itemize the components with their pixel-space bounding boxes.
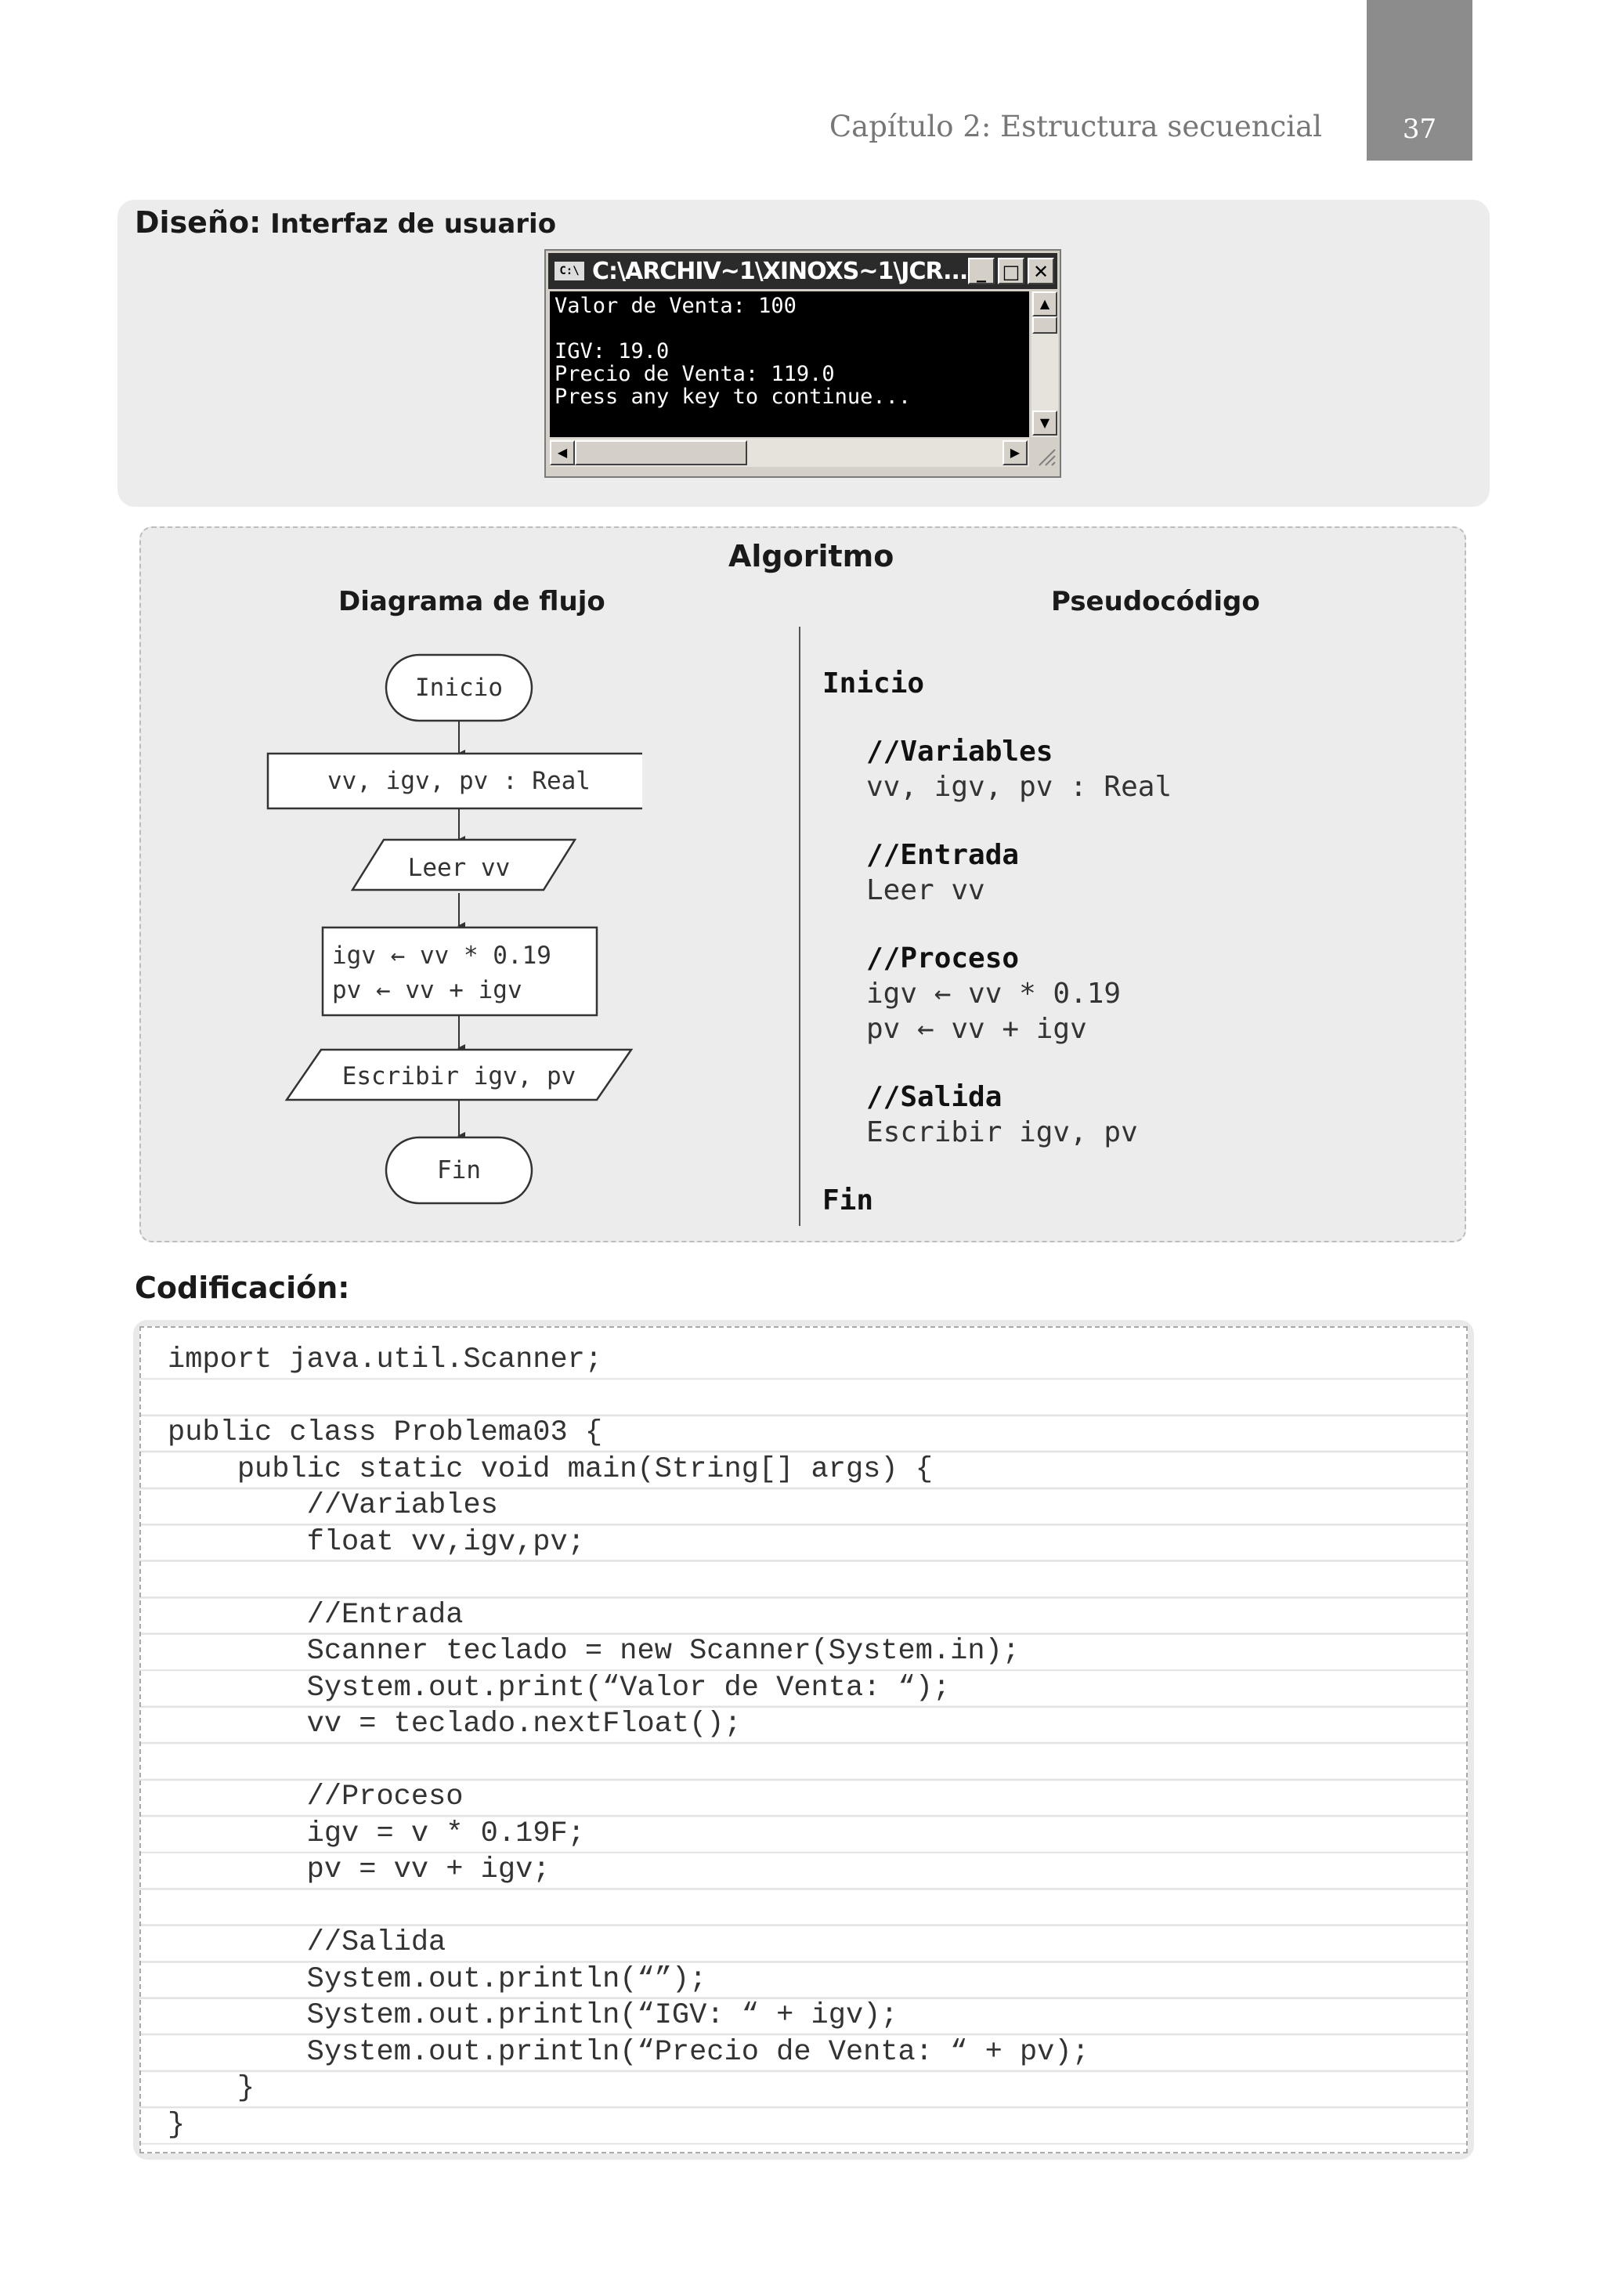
pseudo-variables-comment: //Variables [866, 736, 1053, 768]
pseudo-proceso-comment: //Proceso [866, 942, 1020, 974]
code-listing [139, 1326, 1468, 2153]
coding-heading: Codificación: [135, 1271, 350, 1305]
console-output: Valor de Venta: 100 IGV: 19.0 Precio de Venta: 119.0 Press any key to continue... [550, 291, 1029, 437]
page-number: 37 [1402, 114, 1437, 145]
vertical-scroll-thumb[interactable] [1032, 316, 1057, 334]
console-app-icon: C:\ [555, 262, 584, 280]
pseudocode-heading: Pseudocódigo [1051, 586, 1260, 617]
scroll-up-icon[interactable]: ▲ [1032, 291, 1057, 316]
console-title: C:\ARCHIV~1\XINOXS~1\JCR... [592, 257, 968, 285]
declaration-label: vv, igv, pv : Real [327, 767, 591, 795]
page-number-tab [1367, 0, 1472, 161]
algorithm-divider [799, 627, 800, 1226]
vertical-scrollbar[interactable] [1031, 291, 1058, 437]
pseudo-entrada-stmt: Leer vv [866, 874, 985, 906]
pseudocode-block [822, 666, 1172, 1218]
scroll-right-icon[interactable]: ▶ [1002, 440, 1028, 465]
algorithm-title: Algoritmo [728, 539, 894, 573]
input-label: Leer vv [407, 854, 511, 882]
resize-grip-icon[interactable] [1033, 443, 1057, 467]
output-label: Escribir igv, pv [341, 1062, 576, 1090]
horizontal-scroll-thumb[interactable] [575, 440, 747, 465]
maximize-button[interactable]: □ [998, 258, 1024, 284]
pseudo-proceso-stmt-2: pv ← vv + igv [866, 1013, 1087, 1045]
flowchart [235, 642, 642, 1214]
close-button[interactable]: ✕ [1028, 258, 1054, 284]
pseudo-salida-stmt: Escribir igv, pv [866, 1116, 1138, 1148]
flowchart-heading: Diagrama de flujo [338, 586, 605, 617]
pseudo-inicio: Inicio [822, 667, 925, 700]
pseudo-proceso-stmt-1: igv ← vv * 0.19 [866, 978, 1122, 1010]
pseudo-fin: Fin [822, 1184, 874, 1217]
end-label: Fin [437, 1156, 481, 1184]
pseudo-entrada-comment: //Entrada [866, 839, 1020, 871]
scroll-down-icon[interactable]: ▼ [1032, 410, 1057, 436]
design-heading-subtitle: Interfaz de usuario [261, 208, 557, 240]
chapter-title: Capítulo 2: Estructura secuencial [829, 110, 1322, 143]
code-panel [133, 1320, 1474, 2160]
console-titlebar[interactable] [548, 253, 1057, 289]
pseudo-salida-comment: //Salida [866, 1081, 1002, 1113]
design-heading-label: Diseño: [135, 205, 262, 240]
console-window [544, 249, 1061, 478]
code-text: import java.util.Scanner; public class Problema03 { public static void main(String[] args) { //Variables float vv,igv,pv; //Entrada Scanner teclado = new Scanner(System.in); System.out.print(“Valor de Venta: “); vv = teclado.nextFloat(); //Proceso igv = v * 0.19F; pv = vv + igv; //Salida System.out.println(“”); System.out.println(“IGV: “ + igv); System.out.println(“Precio de Venta: “ + pv); } } [168, 1343, 1089, 2142]
process-line-1: igv ← vv * 0.19 [332, 942, 551, 970]
start-label: Inicio [415, 674, 503, 702]
design-heading [135, 205, 556, 240]
process-line-2: pv ← vv + igv [332, 976, 522, 1004]
pseudo-variables-decl: vv, igv, pv : Real [866, 771, 1172, 803]
horizontal-scrollbar[interactable] [550, 439, 1029, 467]
minimize-button[interactable]: _ [968, 258, 995, 284]
scroll-left-icon[interactable]: ◀ [550, 440, 575, 465]
